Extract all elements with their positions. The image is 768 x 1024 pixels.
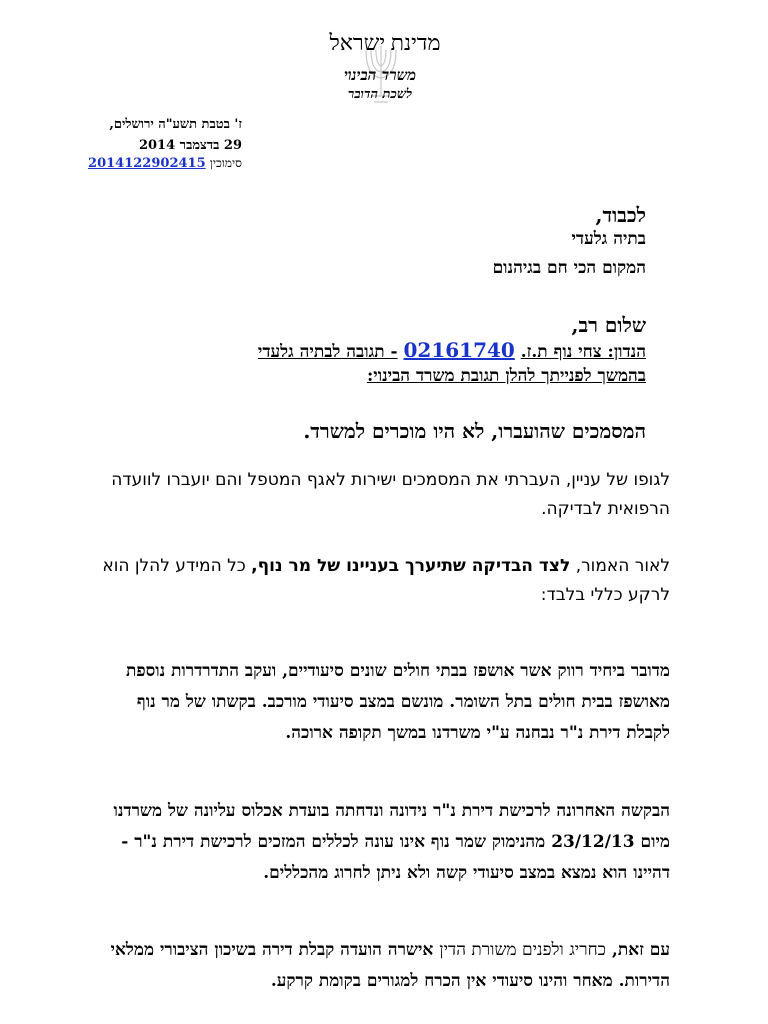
paragraph-6 (92, 935, 670, 997)
letterhead-office: לשכת הדובר (347, 87, 413, 102)
paragraph-6-mid: כחריג ולפנים משורת הדין (439, 940, 606, 960)
paragraph-3-start: לאור האמור, (575, 556, 670, 576)
paragraph-3-end: כל המידע להלן הוא לרקע כללי בלבד: (102, 556, 670, 605)
paragraph-4: מדובר ביחיד רווק אשר אושפז בבתי חולים שונים סיעודיים, ועקב התדרדרות נוספת מאושפז בבית חולים בתל השומר. מונשם במצב סיעודי מורכב. בקשתו של מר נוף לקבלת דירת נ"ר נבחנה ע"י משרדנו במשך תקופה ארוכה. (125, 661, 670, 743)
id-number-link[interactable]: 02161740 (403, 338, 515, 362)
reference-line (70, 156, 242, 171)
subject-line (258, 338, 646, 362)
intro-line: בהמשך לפנייתך להלן תגובת משרד הבינוי: (367, 366, 646, 386)
paragraph-1: המסמכים שהועברו, לא היו מוכרים למשרד. (303, 419, 646, 443)
letterhead-ministry: משרד הבינוי (343, 66, 417, 84)
salutation: לכבוד, (595, 203, 646, 227)
letterhead-state: מדינת ישראל (329, 30, 441, 55)
subject-topic: - תגובה לבתיה גלעדי (257, 342, 398, 362)
greeting: שלום רב, (571, 313, 646, 337)
paragraph-3 (100, 552, 670, 610)
addressee-place: המקום הכי חם בגיהנום (492, 258, 646, 278)
addressee-name: בתיה גלעדי (571, 229, 646, 249)
gregorian-date: 29 בדצמבר 2014 (138, 138, 242, 153)
subject-label: הנדון: צחי נוף ת.ז. (520, 342, 646, 362)
hebrew-date: ז' בטבת תשע"ה ירושלים, (109, 117, 242, 132)
paragraph-6-start: עם זאת, (611, 940, 670, 960)
reference-number-link[interactable]: 2014122902415 (88, 156, 206, 171)
paragraph-5: הבקשה האחרונה לרכישת דירת נ"ר נידונה ונדחתה בועדת אכלוס עליונה של משרדנו מיום 23/12/13 מהנימוק שמר נוף אינו עונה לכללים המזכים לרכישת דירת נ"ר - דהיינו הוא נמצא במצב סיעודי קשה ולא ניתן לחרוג מהכללים. (113, 801, 670, 883)
paragraph-3-bold: לצד הבדיקה שתיערך בעניינו של מר נוף, (251, 556, 571, 576)
reference-label: סימוכין (209, 156, 242, 170)
paragraph-2: לגופו של עניין, העברתי את המסמכים ישירות לאגף המטפל והם יועברו לוועדה הרפואית לבדיקה. (111, 470, 670, 519)
paragraph-6-end: אישרה הועדה קבלת דירה בשיכון הציבורי ממלאי הדירות. מאחר והינו סיעודי אין הכרח למגורים בקומת קרקע. (110, 940, 670, 991)
